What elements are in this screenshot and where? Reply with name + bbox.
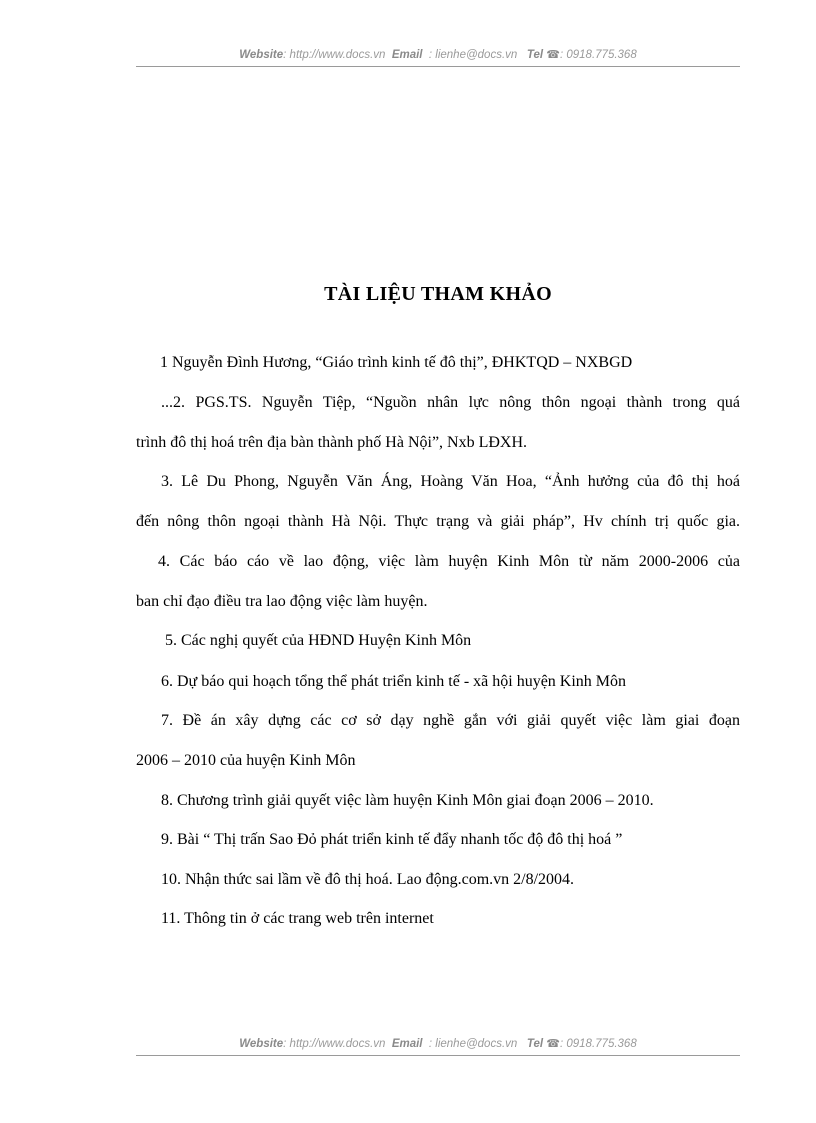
- reference-item-4-line-1: 4. Các báo cáo về lao động, việc làm huyện Kinh Môn từ năm 2000-2006 của: [158, 553, 740, 570]
- reference-item-9-text: 9. Bài “ Thị trấn Sao Đỏ phát triển kinh tế đẩy nhanh tốc độ đô thị hoá ”: [161, 831, 623, 848]
- reference-item-7-line-2: 2006 – 2010 của huyện Kinh Môn: [136, 752, 356, 769]
- reference-item-6: [136, 662, 740, 702]
- header-email-link[interactable]: : lienhe@docs.vn: [428, 49, 518, 61]
- phone-icon: ☎: [546, 1038, 560, 1050]
- reference-item-10: [136, 860, 740, 900]
- reference-item-3-line-1: 3. Lê Du Phong, Nguyễn Văn Áng, Hoàng Văn Hoa, “Ảnh hưởng của đô thị hoá: [161, 473, 740, 490]
- header-tel-label: Tel: [526, 49, 544, 61]
- footer-tel-value: : 0918.775.368: [559, 1038, 637, 1050]
- page-footer: [136, 1037, 740, 1050]
- reference-item-8: [136, 781, 740, 821]
- reference-item-2-line-2: trình đô thị hoá trên địa bàn thành phố Hà Nội”, Nxb LĐXH.: [136, 434, 528, 451]
- footer-email-link[interactable]: : lienhe@docs.vn: [428, 1038, 518, 1050]
- reference-item-3: [136, 462, 740, 542]
- reference-item-8-text: 8. Chương trình giải quyết việc làm huyện Kinh Môn giai đoạn 2006 – 2010.: [161, 792, 654, 809]
- header-website-link[interactable]: : http://www.docs.vn: [283, 49, 386, 61]
- header-tel-value: : 0918.775.368: [559, 49, 637, 61]
- reference-item-7-line-1: 7. Đề án xây dựng các cơ sở dạy nghề gắn với giải quyết việc làm giai đoạn: [161, 712, 740, 729]
- footer-website-label: Website: [239, 1038, 284, 1050]
- reference-item-9: [136, 820, 740, 860]
- phone-icon: ☎: [546, 49, 560, 61]
- reference-item-10-text: 10. Nhận thức sai lầm về đô thị hoá. Lao động.com.vn 2/8/2004.: [161, 871, 575, 888]
- reference-item-3-line-2: đến nông thôn ngoại thành Hà Nội. Thực trạng và giải pháp”, Hv chính trị quốc gia.: [136, 513, 740, 530]
- reference-item-2-line-1: ...2. PGS.TS. Nguyễn Tiệp, “Nguồn nhân lực nông thôn ngoại thành trong quá: [161, 394, 740, 411]
- header-email-label: Email: [391, 49, 423, 61]
- page-title: TÀI LIỆU THAM KHẢO: [324, 283, 552, 305]
- reference-item-11-text: 11. Thông tin ở các trang web trên internet: [161, 910, 434, 927]
- reference-item-4-line-2: ban chỉ đạo điều tra lao động việc làm huyện.: [136, 593, 428, 610]
- footer-website-link[interactable]: : http://www.docs.vn: [283, 1038, 386, 1050]
- reference-item-11: [136, 899, 740, 939]
- reference-item-6-text: 6. Dự báo qui hoạch tổng thể phát triển kinh tế - xã hội huyện Kinh Môn: [161, 673, 627, 690]
- footer-rule: [136, 1055, 740, 1056]
- header-rule: [136, 66, 740, 67]
- reference-item-2: [136, 383, 740, 463]
- reference-item-1: 1 Nguyễn Đình Hương, “Giáo trình kinh tế đô thị”, ĐHKTQD – NXBGD: [160, 354, 633, 371]
- footer-tel-label: Tel: [526, 1038, 544, 1050]
- footer-email-label: Email: [391, 1038, 423, 1050]
- reference-item-5-text: 5. Các nghị quyết của HĐND Huyện Kinh Môn: [165, 632, 472, 649]
- reference-item-4: [136, 542, 740, 622]
- reference-item-5: [136, 621, 740, 661]
- header-website-label: Website: [239, 49, 284, 61]
- reference-item-7: [136, 701, 740, 781]
- page-header: [136, 48, 740, 61]
